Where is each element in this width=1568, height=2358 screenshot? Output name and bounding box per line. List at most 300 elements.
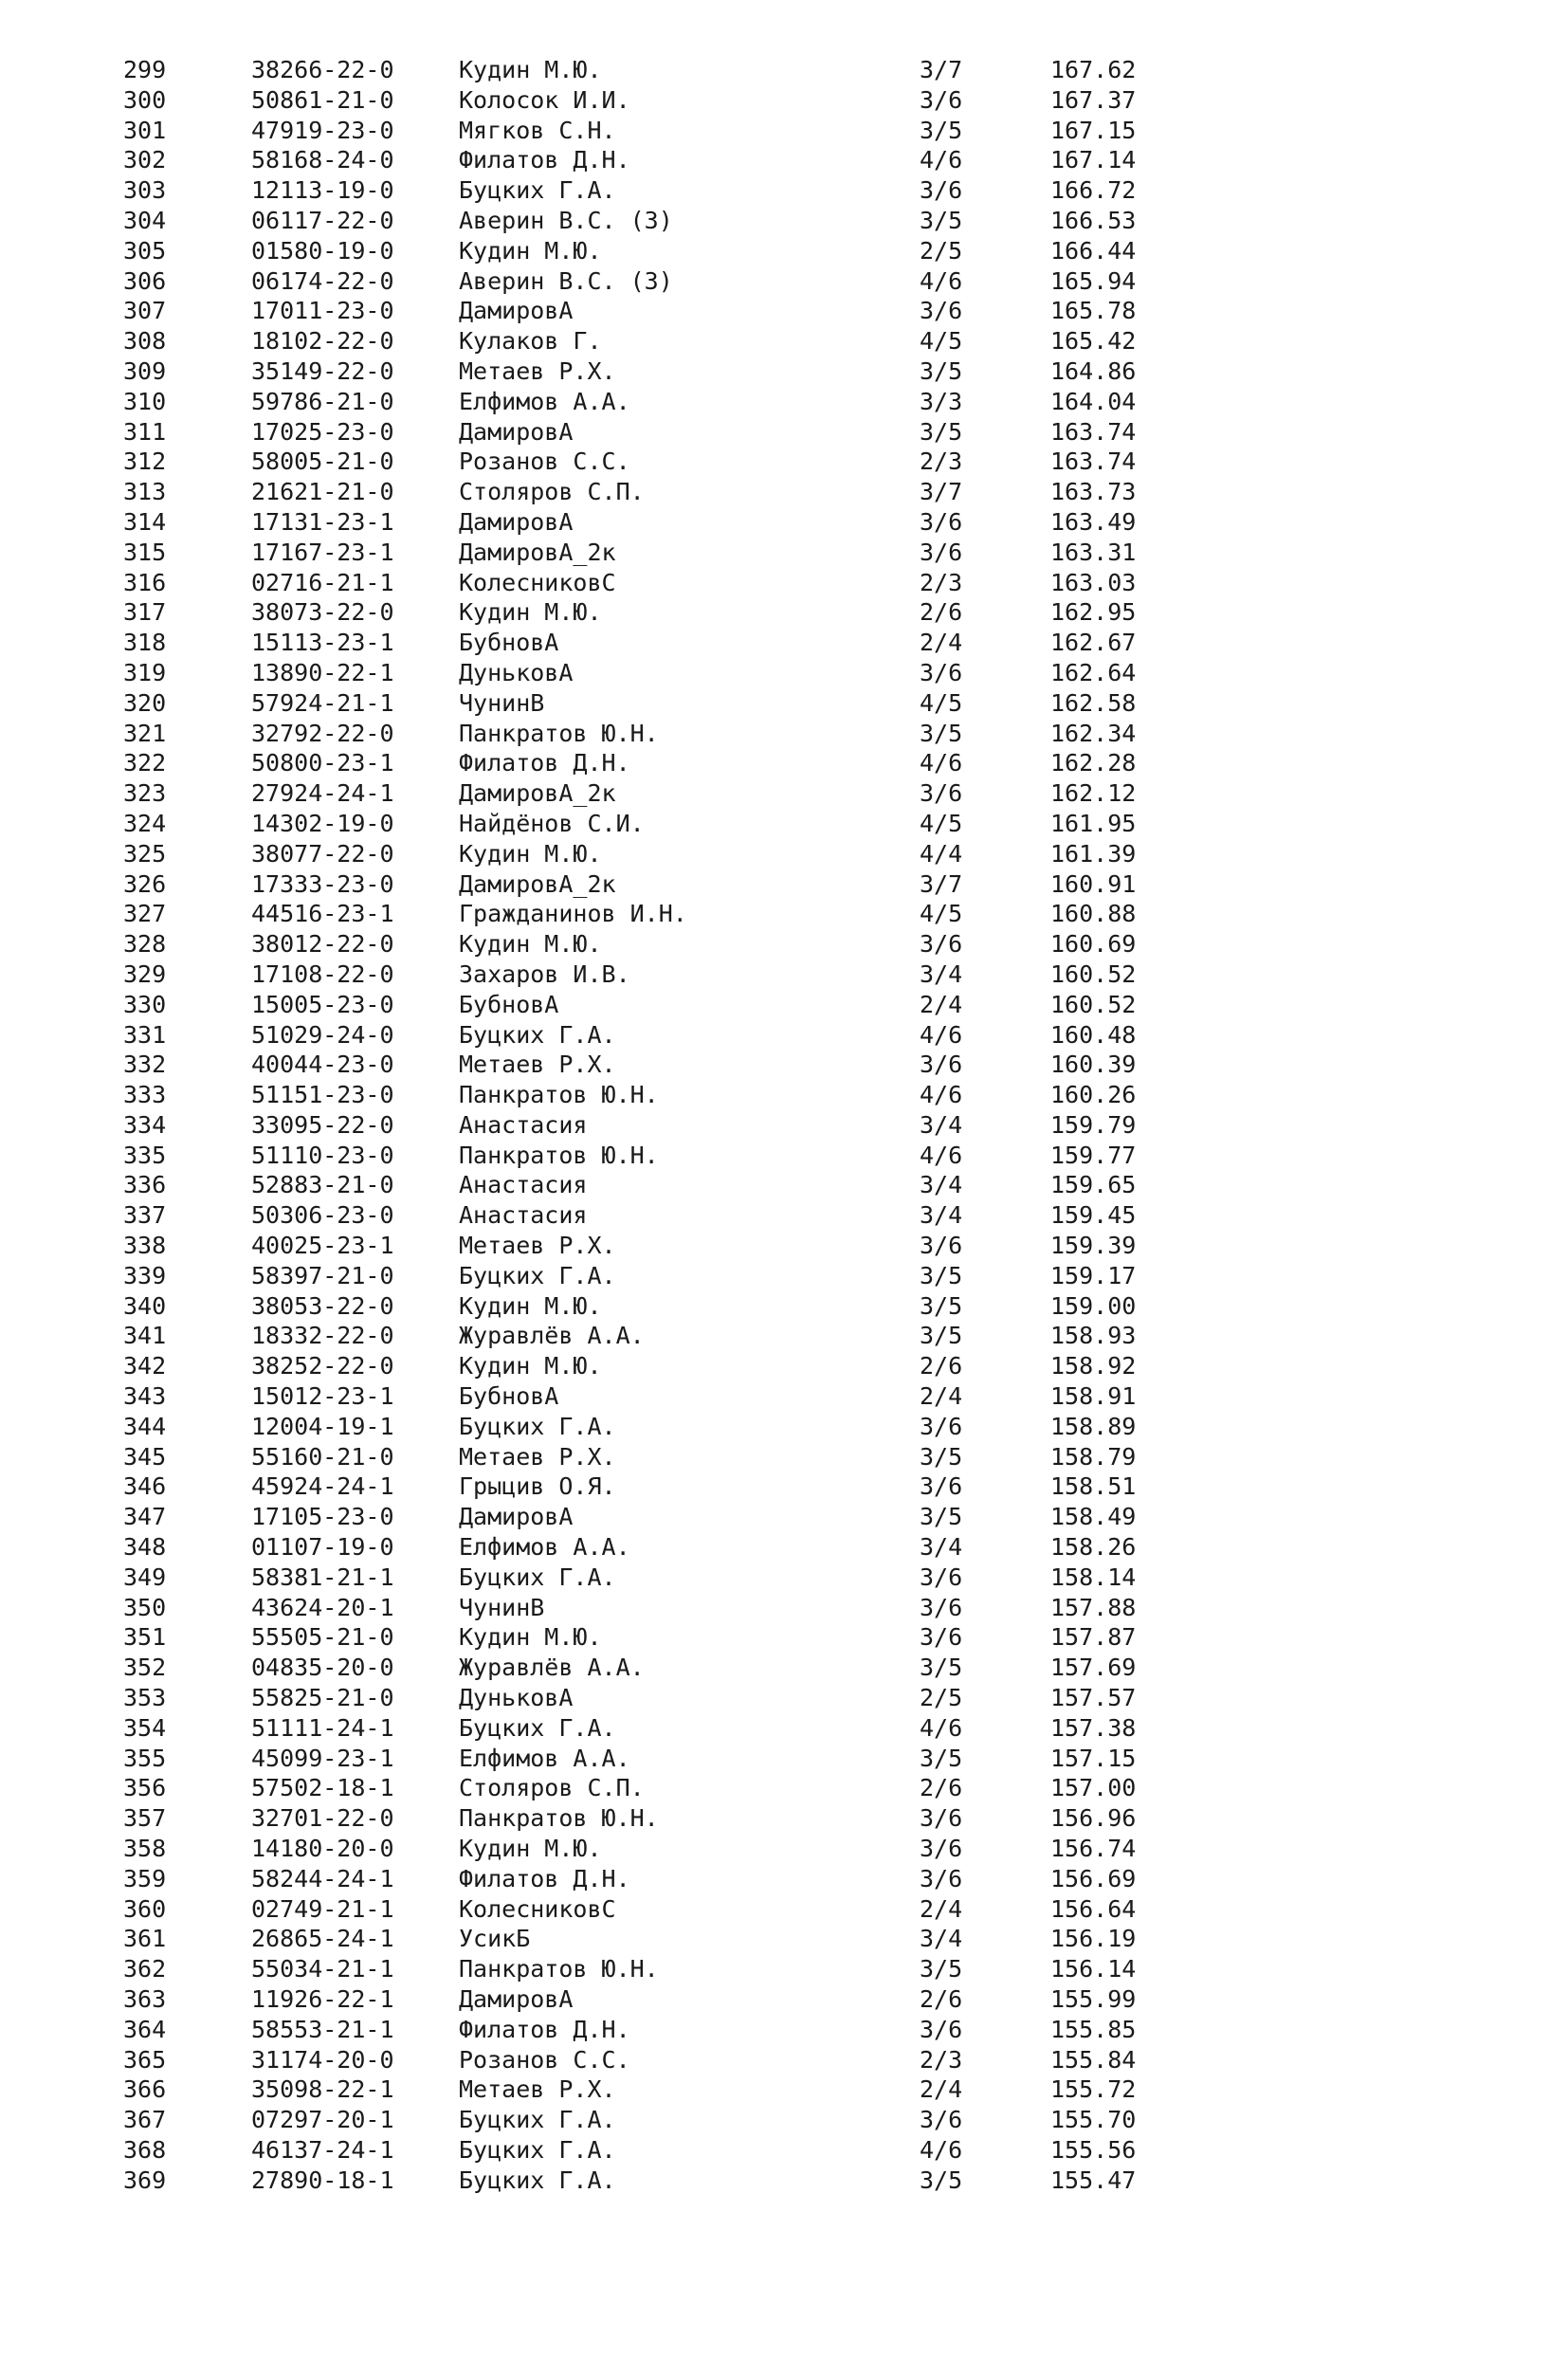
list-item bbox=[0, 1170, 1568, 1200]
id-cell: 38053-22-0 bbox=[251, 1291, 394, 1320]
name-cell: Буцких Г.А. bbox=[459, 1563, 616, 1591]
ratio-cell: 2/3 bbox=[920, 568, 963, 596]
list-item bbox=[0, 1412, 1568, 1442]
rank-cell: 327 bbox=[123, 900, 167, 928]
id-cell: 38073-22-0 bbox=[251, 598, 394, 627]
ratio-cell: 3/5 bbox=[920, 1654, 963, 1682]
name-cell: УсикБ bbox=[459, 1925, 531, 1953]
list-item bbox=[0, 1502, 1568, 1532]
score-cell: 163.31 bbox=[1050, 538, 1137, 566]
ratio-cell: 3/5 bbox=[920, 1322, 963, 1350]
id-cell: 46137-24-1 bbox=[251, 2135, 394, 2164]
ratio-cell: 3/5 bbox=[920, 1955, 963, 1983]
score-cell: 156.74 bbox=[1050, 1835, 1137, 1863]
ratio-cell: 2/4 bbox=[920, 629, 963, 657]
ratio-cell: 3/6 bbox=[920, 930, 963, 959]
score-cell: 163.74 bbox=[1050, 417, 1137, 446]
name-cell: Буцких Г.А. bbox=[459, 1020, 616, 1049]
id-cell: 51110-23-0 bbox=[251, 1141, 394, 1169]
rank-cell: 326 bbox=[123, 869, 167, 898]
ratio-cell: 3/6 bbox=[920, 1593, 963, 1621]
id-cell: 33095-22-0 bbox=[251, 1110, 394, 1139]
name-cell: БубновА bbox=[459, 990, 559, 1018]
list-item bbox=[0, 597, 1568, 628]
score-cell: 155.47 bbox=[1050, 2166, 1137, 2194]
list-item bbox=[0, 417, 1568, 448]
id-cell: 02716-21-1 bbox=[251, 568, 394, 596]
ratio-cell: 4/6 bbox=[920, 2135, 963, 2164]
name-cell: Филатов Д.Н. bbox=[459, 2015, 630, 2043]
rank-cell: 314 bbox=[123, 507, 167, 536]
score-cell: 155.72 bbox=[1050, 2075, 1137, 2104]
rank-cell: 304 bbox=[123, 206, 167, 234]
score-cell: 159.39 bbox=[1050, 1232, 1137, 1260]
rank-cell: 305 bbox=[123, 236, 167, 265]
list-item bbox=[0, 658, 1568, 688]
score-cell: 167.14 bbox=[1050, 146, 1137, 174]
score-cell: 162.64 bbox=[1050, 658, 1137, 686]
id-cell: 32792-22-0 bbox=[251, 719, 394, 747]
ratio-cell: 3/6 bbox=[920, 538, 963, 566]
name-cell: Елфимов А.А. bbox=[459, 387, 630, 415]
name-cell: ЧунинВ bbox=[459, 688, 545, 717]
name-cell: Буцких Г.А. bbox=[459, 1713, 616, 1742]
id-cell: 38012-22-0 bbox=[251, 930, 394, 959]
name-cell: Кудин М.Ю. bbox=[459, 1623, 602, 1652]
id-cell: 15005-23-0 bbox=[251, 990, 394, 1018]
score-cell: 157.69 bbox=[1050, 1654, 1137, 1682]
list-item bbox=[0, 1563, 1568, 1593]
score-cell: 164.04 bbox=[1050, 387, 1137, 415]
rank-cell: 354 bbox=[123, 1713, 167, 1742]
list-item bbox=[0, 719, 1568, 749]
ratio-cell: 3/6 bbox=[920, 297, 963, 325]
name-cell: Метаев Р.Х. bbox=[459, 2075, 616, 2104]
rank-cell: 310 bbox=[123, 387, 167, 415]
id-cell: 58381-21-1 bbox=[251, 1563, 394, 1591]
list-item bbox=[0, 1050, 1568, 1080]
name-cell: ДамировА bbox=[459, 1503, 574, 1531]
ratio-cell: 3/4 bbox=[920, 1925, 963, 1953]
ratio-cell: 2/6 bbox=[920, 1774, 963, 1802]
score-cell: 160.52 bbox=[1050, 960, 1137, 988]
score-cell: 163.03 bbox=[1050, 568, 1137, 596]
name-cell: Столяров С.П. bbox=[459, 478, 645, 506]
ratio-cell: 3/6 bbox=[920, 779, 963, 808]
ratio-cell: 4/6 bbox=[920, 749, 963, 777]
rank-cell: 301 bbox=[123, 116, 167, 144]
list-item bbox=[0, 1200, 1568, 1231]
ratio-cell: 3/6 bbox=[920, 1412, 963, 1440]
score-cell: 160.88 bbox=[1050, 900, 1137, 928]
list-item bbox=[0, 899, 1568, 929]
score-cell: 156.19 bbox=[1050, 1925, 1137, 1953]
name-cell: Буцких Г.А. bbox=[459, 1412, 616, 1440]
score-cell: 162.12 bbox=[1050, 779, 1137, 808]
id-cell: 26865-24-1 bbox=[251, 1925, 394, 1953]
list-item bbox=[0, 1532, 1568, 1563]
list-item bbox=[0, 2075, 1568, 2105]
name-cell: Анастасия bbox=[459, 1201, 588, 1230]
list-item bbox=[0, 1261, 1568, 1291]
ratio-cell: 3/5 bbox=[920, 356, 963, 385]
rank-cell: 339 bbox=[123, 1261, 167, 1289]
list-item bbox=[0, 2015, 1568, 2045]
rank-cell: 332 bbox=[123, 1051, 167, 1079]
name-cell: ДамировА_2к bbox=[459, 779, 616, 808]
name-cell: Метаев Р.Х. bbox=[459, 356, 616, 385]
id-cell: 17333-23-0 bbox=[251, 869, 394, 898]
name-cell: Филатов Д.Н. bbox=[459, 1864, 630, 1892]
ratio-cell: 2/6 bbox=[920, 598, 963, 627]
ratio-cell: 3/6 bbox=[920, 1472, 963, 1501]
rank-cell: 320 bbox=[123, 688, 167, 717]
name-cell: ДамировА bbox=[459, 417, 574, 446]
name-cell: Аверин В.С. (З) bbox=[459, 266, 673, 295]
ratio-cell: 2/4 bbox=[920, 990, 963, 1018]
list-item bbox=[0, 1622, 1568, 1653]
list-item bbox=[0, 1924, 1568, 1954]
ratio-cell: 3/5 bbox=[920, 719, 963, 747]
score-cell: 158.79 bbox=[1050, 1442, 1137, 1471]
ratio-cell: 3/7 bbox=[920, 869, 963, 898]
name-cell: Кудин М.Ю. bbox=[459, 56, 602, 83]
ratio-cell: 3/5 bbox=[920, 116, 963, 144]
rank-cell: 323 bbox=[123, 779, 167, 808]
ratio-cell: 3/4 bbox=[920, 1110, 963, 1139]
score-cell: 155.84 bbox=[1050, 2045, 1137, 2074]
rank-cell: 348 bbox=[123, 1533, 167, 1562]
rank-cell: 367 bbox=[123, 2106, 167, 2134]
name-cell: Панкратов Ю.Н. bbox=[459, 719, 659, 747]
ratio-cell: 2/3 bbox=[920, 448, 963, 476]
rank-cell: 330 bbox=[123, 990, 167, 1018]
list-item bbox=[0, 990, 1568, 1020]
name-cell: Буцких Г.А. bbox=[459, 176, 616, 205]
id-cell: 58397-21-0 bbox=[251, 1261, 394, 1289]
id-cell: 17167-23-1 bbox=[251, 538, 394, 566]
name-cell: Метаев Р.Х. bbox=[459, 1442, 616, 1471]
rank-cell: 325 bbox=[123, 839, 167, 868]
name-cell: Елфимов А.А. bbox=[459, 1744, 630, 1772]
ratio-cell: 3/6 bbox=[920, 176, 963, 205]
list-item bbox=[0, 748, 1568, 778]
results-list bbox=[0, 55, 1568, 2196]
rank-cell: 306 bbox=[123, 266, 167, 295]
name-cell: Анастасия bbox=[459, 1171, 588, 1199]
score-cell: 162.67 bbox=[1050, 629, 1137, 657]
id-cell: 11926-22-1 bbox=[251, 1985, 394, 2013]
ratio-cell: 3/3 bbox=[920, 387, 963, 415]
id-cell: 55505-21-0 bbox=[251, 1623, 394, 1652]
list-item bbox=[0, 175, 1568, 206]
score-cell: 156.14 bbox=[1050, 1955, 1137, 1983]
name-cell: Буцких Г.А. bbox=[459, 2135, 616, 2164]
ratio-cell: 2/5 bbox=[920, 236, 963, 265]
rank-cell: 363 bbox=[123, 1985, 167, 2013]
rank-cell: 350 bbox=[123, 1593, 167, 1621]
ratio-cell: 3/6 bbox=[920, 1623, 963, 1652]
id-cell: 06117-22-0 bbox=[251, 206, 394, 234]
ratio-cell: 3/7 bbox=[920, 56, 963, 83]
name-cell: КолесниковС bbox=[459, 568, 616, 596]
name-cell: Кудин М.Ю. bbox=[459, 236, 602, 265]
rank-cell: 337 bbox=[123, 1201, 167, 1230]
id-cell: 27890-18-1 bbox=[251, 2166, 394, 2194]
rank-cell: 336 bbox=[123, 1171, 167, 1199]
rank-cell: 315 bbox=[123, 538, 167, 566]
id-cell: 50306-23-0 bbox=[251, 1201, 394, 1230]
name-cell: Кудин М.Ю. bbox=[459, 1291, 602, 1320]
id-cell: 47919-23-0 bbox=[251, 116, 394, 144]
ratio-cell: 4/6 bbox=[920, 1020, 963, 1049]
score-cell: 162.58 bbox=[1050, 688, 1137, 717]
id-cell: 14180-20-0 bbox=[251, 1835, 394, 1863]
rank-cell: 307 bbox=[123, 297, 167, 325]
ratio-cell: 3/5 bbox=[920, 1261, 963, 1289]
id-cell: 38252-22-0 bbox=[251, 1352, 394, 1380]
rank-cell: 346 bbox=[123, 1472, 167, 1501]
score-cell: 159.17 bbox=[1050, 1261, 1137, 1289]
ratio-cell: 4/4 bbox=[920, 839, 963, 868]
name-cell: Филатов Д.Н. bbox=[459, 749, 630, 777]
rank-cell: 338 bbox=[123, 1232, 167, 1260]
list-item bbox=[0, 1381, 1568, 1412]
ratio-cell: 4/6 bbox=[920, 266, 963, 295]
name-cell: ЧунинВ bbox=[459, 1593, 545, 1621]
ratio-cell: 3/6 bbox=[920, 1051, 963, 1079]
name-cell: Буцких Г.А. bbox=[459, 2166, 616, 2194]
rank-cell: 313 bbox=[123, 478, 167, 506]
score-cell: 157.57 bbox=[1050, 1684, 1137, 1712]
ratio-cell: 3/6 bbox=[920, 2015, 963, 2043]
list-item bbox=[0, 145, 1568, 175]
name-cell: Кудин М.Ю. bbox=[459, 598, 602, 627]
score-cell: 159.45 bbox=[1050, 1201, 1137, 1230]
list-item bbox=[0, 628, 1568, 658]
ratio-cell: 3/6 bbox=[920, 1864, 963, 1892]
score-cell: 158.93 bbox=[1050, 1322, 1137, 1350]
rank-cell: 322 bbox=[123, 749, 167, 777]
rank-cell: 351 bbox=[123, 1623, 167, 1652]
score-cell: 157.00 bbox=[1050, 1774, 1137, 1802]
name-cell: Колосок И.И. bbox=[459, 85, 630, 114]
list-item bbox=[0, 538, 1568, 568]
ratio-cell: 3/6 bbox=[920, 2106, 963, 2134]
score-cell: 163.74 bbox=[1050, 448, 1137, 476]
score-cell: 165.42 bbox=[1050, 327, 1137, 356]
rank-cell: 345 bbox=[123, 1442, 167, 1471]
rank-cell: 318 bbox=[123, 629, 167, 657]
score-cell: 167.37 bbox=[1050, 85, 1137, 114]
rank-cell: 342 bbox=[123, 1352, 167, 1380]
id-cell: 06174-22-0 bbox=[251, 266, 394, 295]
name-cell: Панкратов Ю.Н. bbox=[459, 1141, 659, 1169]
rank-cell: 368 bbox=[123, 2135, 167, 2164]
name-cell: ДамировА bbox=[459, 297, 574, 325]
id-cell: 45924-24-1 bbox=[251, 1472, 394, 1501]
ratio-cell: 3/6 bbox=[920, 1563, 963, 1591]
name-cell: Панкратов Ю.Н. bbox=[459, 1081, 659, 1109]
score-cell: 155.99 bbox=[1050, 1985, 1137, 2013]
rank-cell: 319 bbox=[123, 658, 167, 686]
list-item bbox=[0, 116, 1568, 146]
id-cell: 50800-23-1 bbox=[251, 749, 394, 777]
ratio-cell: 3/5 bbox=[920, 1442, 963, 1471]
list-item bbox=[0, 1080, 1568, 1110]
ratio-cell: 3/5 bbox=[920, 417, 963, 446]
id-cell: 07297-20-1 bbox=[251, 2106, 394, 2134]
ratio-cell: 3/6 bbox=[920, 658, 963, 686]
rank-cell: 302 bbox=[123, 146, 167, 174]
name-cell: Метаев Р.Х. bbox=[459, 1051, 616, 1079]
id-cell: 35098-22-1 bbox=[251, 2075, 394, 2104]
name-cell: Захаров И.В. bbox=[459, 960, 630, 988]
list-item bbox=[0, 1713, 1568, 1744]
name-cell: Буцких Г.А. bbox=[459, 1261, 616, 1289]
score-cell: 160.91 bbox=[1050, 869, 1137, 898]
list-item bbox=[0, 1954, 1568, 1984]
rank-cell: 309 bbox=[123, 356, 167, 385]
ratio-cell: 3/6 bbox=[920, 1835, 963, 1863]
rank-cell: 299 bbox=[123, 56, 167, 83]
score-cell: 162.95 bbox=[1050, 598, 1137, 627]
ratio-cell: 4/5 bbox=[920, 327, 963, 356]
score-cell: 159.77 bbox=[1050, 1141, 1137, 1169]
name-cell: Буцких Г.А. bbox=[459, 2106, 616, 2134]
list-item bbox=[0, 477, 1568, 507]
rank-cell: 361 bbox=[123, 1925, 167, 1953]
ratio-cell: 3/6 bbox=[920, 1804, 963, 1833]
rank-cell: 303 bbox=[123, 176, 167, 205]
list-item bbox=[0, 1020, 1568, 1051]
id-cell: 21621-21-0 bbox=[251, 478, 394, 506]
id-cell: 14302-19-0 bbox=[251, 809, 394, 837]
rank-cell: 359 bbox=[123, 1864, 167, 1892]
name-cell: ДамировА bbox=[459, 507, 574, 536]
score-cell: 155.85 bbox=[1050, 2015, 1137, 2043]
ratio-cell: 4/5 bbox=[920, 900, 963, 928]
id-cell: 35149-22-0 bbox=[251, 356, 394, 385]
id-cell: 01580-19-0 bbox=[251, 236, 394, 265]
ratio-cell: 2/4 bbox=[920, 1894, 963, 1923]
rank-cell: 362 bbox=[123, 1955, 167, 1983]
rank-cell: 312 bbox=[123, 448, 167, 476]
list-item bbox=[0, 85, 1568, 116]
name-cell: ДамировА_2к bbox=[459, 538, 616, 566]
list-item bbox=[0, 960, 1568, 990]
name-cell: Кудин М.Ю. bbox=[459, 1835, 602, 1863]
ratio-cell: 3/5 bbox=[920, 1744, 963, 1772]
ratio-cell: 4/6 bbox=[920, 146, 963, 174]
score-cell: 166.72 bbox=[1050, 176, 1137, 205]
rank-cell: 357 bbox=[123, 1804, 167, 1833]
list-item bbox=[0, 507, 1568, 538]
id-cell: 32701-22-0 bbox=[251, 1804, 394, 1833]
list-item bbox=[0, 236, 1568, 266]
score-cell: 160.48 bbox=[1050, 1020, 1137, 1049]
id-cell: 55034-21-1 bbox=[251, 1955, 394, 1983]
id-cell: 12113-19-0 bbox=[251, 176, 394, 205]
id-cell: 18102-22-0 bbox=[251, 327, 394, 356]
ratio-cell: 3/5 bbox=[920, 206, 963, 234]
list-item bbox=[0, 1864, 1568, 1894]
list-item bbox=[0, 55, 1568, 85]
list-item bbox=[0, 1231, 1568, 1261]
score-cell: 158.91 bbox=[1050, 1382, 1137, 1411]
name-cell: Гражданинов И.Н. bbox=[459, 900, 687, 928]
ratio-cell: 3/4 bbox=[920, 1533, 963, 1562]
name-cell: Елфимов А.А. bbox=[459, 1533, 630, 1562]
score-cell: 165.78 bbox=[1050, 297, 1137, 325]
name-cell: Панкратов Ю.Н. bbox=[459, 1955, 659, 1983]
score-cell: 160.39 bbox=[1050, 1051, 1137, 1079]
rank-cell: 324 bbox=[123, 809, 167, 837]
list-item bbox=[0, 568, 1568, 598]
score-cell: 160.69 bbox=[1050, 930, 1137, 959]
ratio-cell: 3/6 bbox=[920, 507, 963, 536]
name-cell: Журавлёв А.А. bbox=[459, 1322, 645, 1350]
list-item bbox=[0, 2105, 1568, 2135]
name-cell: Мягков С.Н. bbox=[459, 116, 616, 144]
id-cell: 38077-22-0 bbox=[251, 839, 394, 868]
ratio-cell: 3/5 bbox=[920, 1503, 963, 1531]
id-cell: 17025-23-0 bbox=[251, 417, 394, 446]
id-cell: 27924-24-1 bbox=[251, 779, 394, 808]
id-cell: 50861-21-0 bbox=[251, 85, 394, 114]
rank-cell: 308 bbox=[123, 327, 167, 356]
id-cell: 17131-23-1 bbox=[251, 507, 394, 536]
list-item bbox=[0, 2135, 1568, 2166]
rank-cell: 329 bbox=[123, 960, 167, 988]
name-cell: Столяров С.П. bbox=[459, 1774, 645, 1802]
score-cell: 158.14 bbox=[1050, 1563, 1137, 1591]
name-cell: КолесниковС bbox=[459, 1894, 616, 1923]
id-cell: 04835-20-0 bbox=[251, 1654, 394, 1682]
ratio-cell: 3/5 bbox=[920, 1291, 963, 1320]
score-cell: 165.94 bbox=[1050, 266, 1137, 295]
score-cell: 158.49 bbox=[1050, 1503, 1137, 1531]
score-cell: 162.34 bbox=[1050, 719, 1137, 747]
id-cell: 44516-23-1 bbox=[251, 900, 394, 928]
id-cell: 51111-24-1 bbox=[251, 1713, 394, 1742]
list-item bbox=[0, 2166, 1568, 2196]
ratio-cell: 4/6 bbox=[920, 1713, 963, 1742]
list-item bbox=[0, 1894, 1568, 1925]
id-cell: 59786-21-0 bbox=[251, 387, 394, 415]
ratio-cell: 3/7 bbox=[920, 478, 963, 506]
rank-cell: 317 bbox=[123, 598, 167, 627]
id-cell: 02749-21-1 bbox=[251, 1894, 394, 1923]
list-item bbox=[0, 778, 1568, 809]
list-item bbox=[0, 1291, 1568, 1322]
name-cell: Грыцив О.Я. bbox=[459, 1472, 616, 1501]
name-cell: Найдёнов С.И. bbox=[459, 809, 645, 837]
score-cell: 163.49 bbox=[1050, 507, 1137, 536]
list-item bbox=[0, 206, 1568, 236]
list-item bbox=[0, 1744, 1568, 1774]
ratio-cell: 2/3 bbox=[920, 2045, 963, 2074]
ratio-cell: 2/4 bbox=[920, 2075, 963, 2104]
id-cell: 55825-21-0 bbox=[251, 1684, 394, 1712]
name-cell: ДамировА_2к bbox=[459, 869, 616, 898]
list-item bbox=[0, 447, 1568, 477]
rank-cell: 365 bbox=[123, 2045, 167, 2074]
list-item bbox=[0, 1803, 1568, 1834]
list-item bbox=[0, 1442, 1568, 1472]
rank-cell: 341 bbox=[123, 1322, 167, 1350]
score-cell: 163.73 bbox=[1050, 478, 1137, 506]
